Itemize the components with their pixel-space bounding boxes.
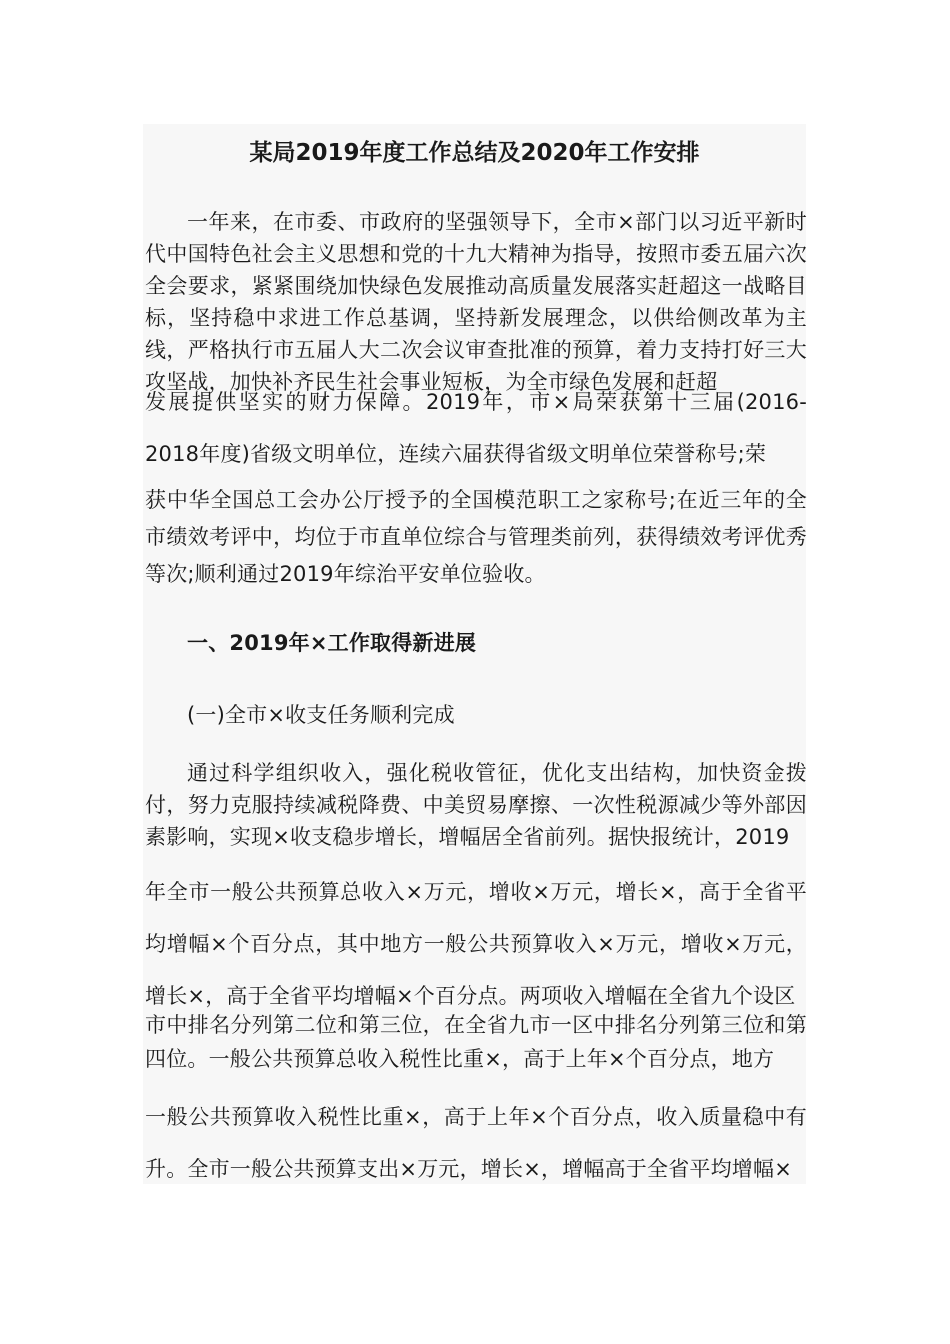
section-heading: 一、2019年×工作取得新进展 bbox=[187, 631, 477, 655]
document-title: 某局2019年度工作总结及2020年工作安排 bbox=[249, 140, 700, 166]
body-paragraph-continued-2: 市中排名分列第二位和第三位，在全省九市一区中排名分列第三位和第四位。一般公共预算总收入税性比重×，高于上年×个百分点，地方 bbox=[145, 1013, 807, 1071]
intro-paragraph-continued: 发展提供坚实的财力保障。2019年，市×局荣获第十三届(2016-2018年度)省级文明单位，连续六届获得省级文明单位荣誉称号;荣 bbox=[145, 390, 807, 466]
body-paragraph: 通过科学组织收入，强化税收管征，优化支出结构，加快资金拨付，努力克服持续减税降费、中美贸易摩擦、一次性税源减少等外部因素影响，实现×收支稳步增长，增幅居全省前列。据快报统计，2019 bbox=[145, 761, 807, 849]
intro-paragraph: 一年来，在市委、市政府的坚强领导下，全市×部门以习近平新时代中国特色社会主义思想和党的十九大精神为指导，按照市委五届六次全会要求，紧紧围绕加快绿色发展推动高质量发展落实赶超这一战略目标，坚持稳中求进工作总基调，坚持新发展理念，以供给侧改革为主线，严格执行市五届人大二次会议审查批准的预算，着力支持打好三大攻坚战，加快补齐民生社会事业短板，为全市绿色发展和赶超 bbox=[145, 210, 807, 394]
body-paragraph-continued: 年全市一般公共预算总收入×万元，增收×万元，增长×，高于全省平均增幅×个百分点，其中地方一般公共预算收入×万元，增收×万元，增长×，高于全省平均增幅×个百分点。两项收入增幅在全省九个设区 bbox=[145, 880, 807, 1008]
intro-paragraph-end: 获中华全国总工会办公厅授予的全国模范职工之家称号;在近三年的全市绩效考评中，均位于市直单位综合与管理类前列，获得绩效考评优秀等次;顺利通过2019年综治平安单位验收。 bbox=[145, 488, 807, 586]
body-paragraph-continued-3: 一般公共预算收入税性比重×，高于上年×个百分点，收入质量稳中有升。全市一般公共预算支出×万元，增长×，增幅高于全省平均增幅× bbox=[145, 1105, 807, 1181]
subsection-heading: (一)全市×收支任务顺利完成 bbox=[187, 703, 455, 727]
